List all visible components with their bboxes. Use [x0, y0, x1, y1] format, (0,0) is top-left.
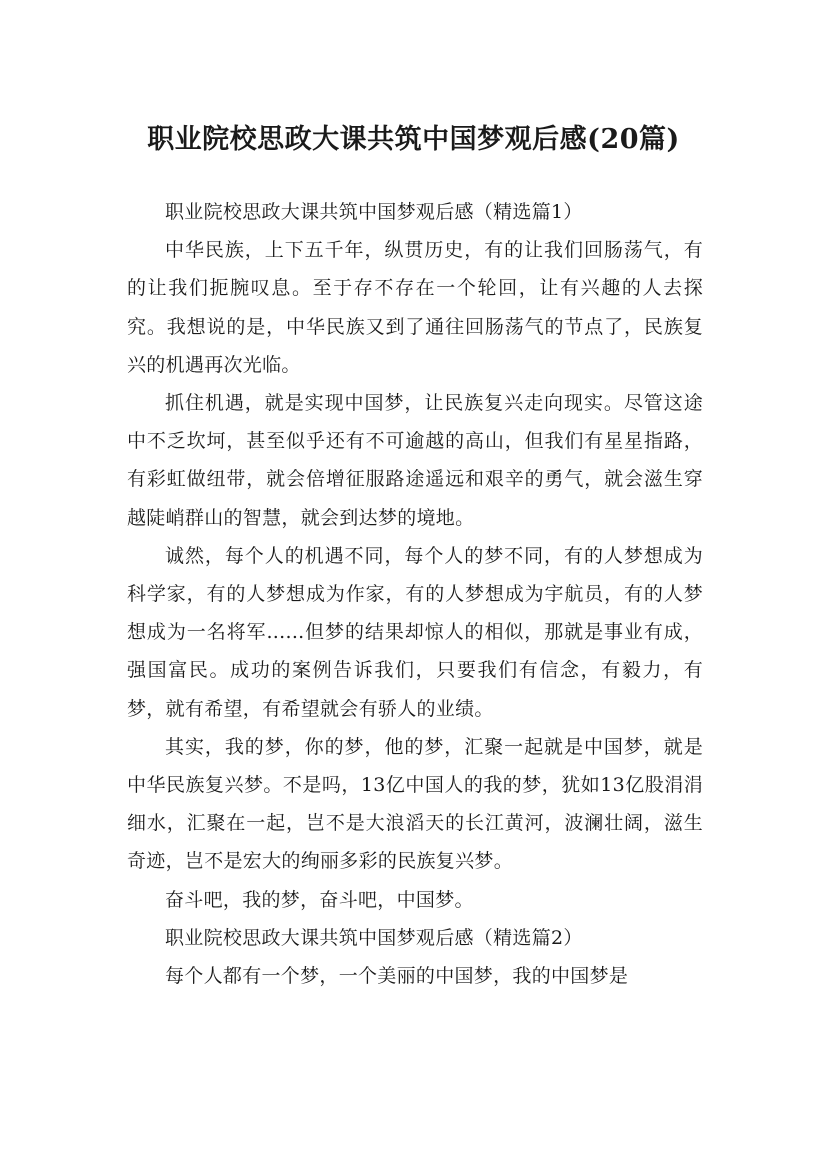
document-title: 职业院校思政大课共筑中国梦观后感(20篇)	[147, 124, 680, 156]
paragraph: 奋斗吧，我的梦，奋斗吧，中国梦。	[165, 888, 474, 911]
section-heading-2: 职业院校思政大课共筑中国梦观后感（精选篇2）	[165, 926, 583, 949]
paragraph: 其实，我的梦，你的梦，他的梦，汇聚一起就是中国梦，就是中华民族复兴梦。不是吗，13亿中国人的我的梦，犹如13亿股涓涓细水，汇聚在一起，岂不是大浪滔天的长江黄河，波澜壮阔，滋生奇迹，岂不是宏大的绚丽多彩的民族复兴梦。	[127, 735, 703, 873]
paragraph: 抓住机遇，就是实现中国梦，让民族复兴走向现实。尽管这途中不乏坎坷，甚至似乎还有不可逾越的高山，但我们有星星指路，有彩虹做纽带，就会倍增征服路途遥远和艰辛的勇气，就会滋生穿越陡峭群山的智慧，就会到达梦的境地。	[127, 392, 703, 529]
document-body	[127, 193, 703, 995]
paragraph: 每个人都有一个梦，一个美丽的中国梦，我的中国梦是	[165, 965, 629, 988]
paragraph: 诚然，每个人的机遇不同，每个人的梦不同，有的人梦想成为科学家，有的人梦想成为作家，有的人梦想成为宇航员，有的人梦想成为一名将军......但梦的结果却惊人的相似，那就是事业有成，强国富民。成功的案例告诉我们，只要我们有信念，有毅力，有梦，就有希望，有希望就会有骄人的业绩。	[127, 544, 703, 720]
paragraph: 中华民族，上下五千年，纵贯历史，有的让我们回肠荡气，有的让我们扼腕叹息。至于存不存在一个轮回，让有兴趣的人去探究。我想说的是，中华民族又到了通往回肠荡气的节点了，民族复兴的机遇再次光临。	[127, 239, 703, 376]
section-heading-1: 职业院校思政大课共筑中国梦观后感（精选篇1）	[165, 201, 583, 223]
